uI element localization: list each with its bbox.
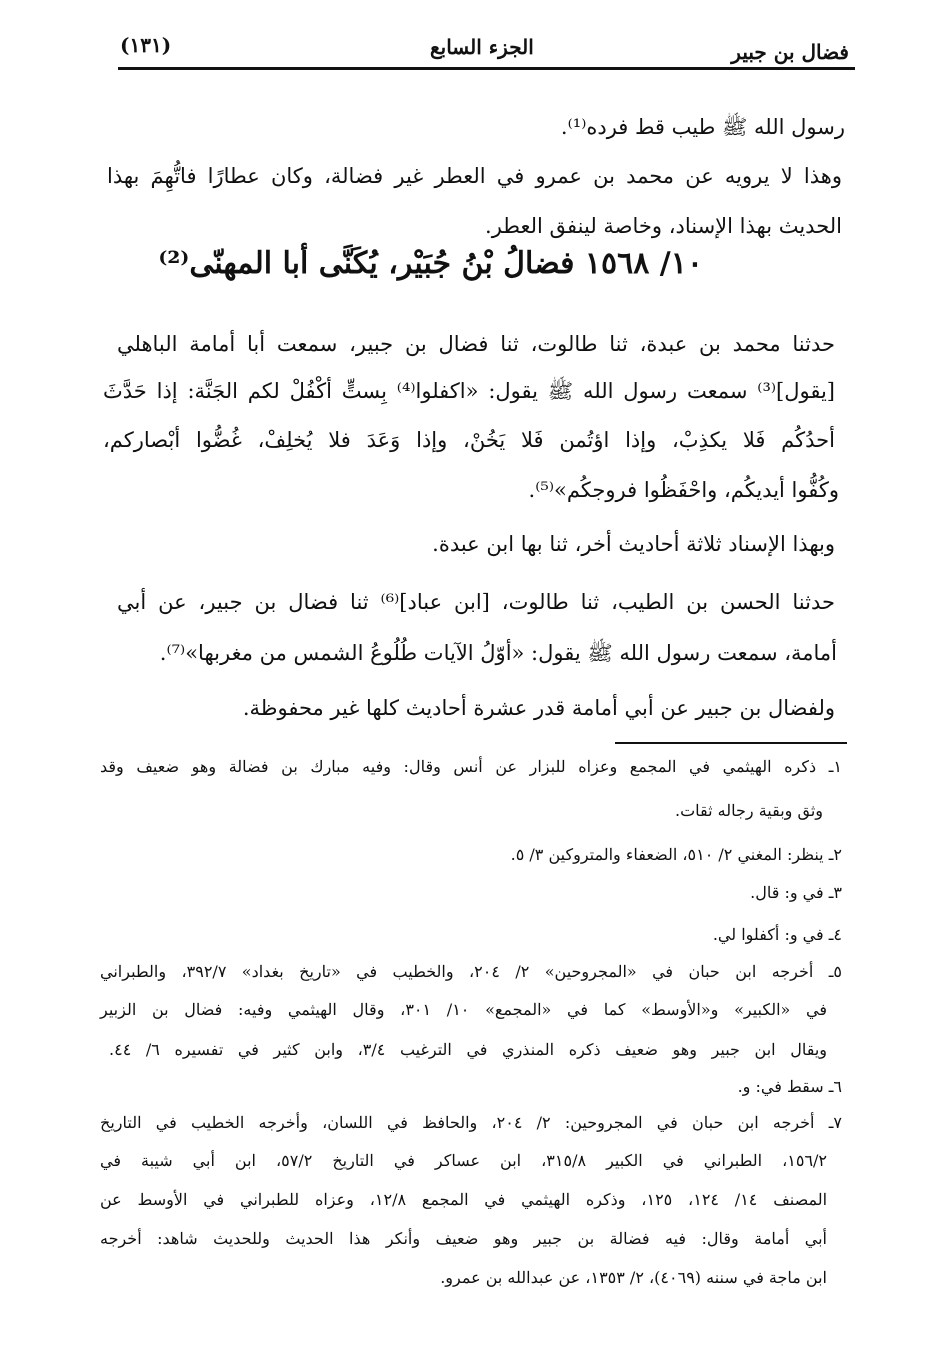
paragraph-2-line-2: الحديث بهذا الإسناد، وخاصة لينفق العطر.	[485, 214, 842, 238]
paragraph-3-line-3: أحدُكُم فَلا يكذِبْ، وإذا اؤتُمن فَلا يَخُنْ، وإذا وَعَدَ فلا يُخلِفْ، غُضُّوا أبْصاركم،	[103, 428, 835, 452]
footnote-7-line-3: المصنف ١٤/ ١٢٤، ١٢٥، وذكره الهيثمي في المجمع ١٢/٨، وعزاه للطبراني في الأوسط عن	[100, 1190, 828, 1209]
footnote-7-line-4: أبي أمامة وقال: فيه فضالة بن جبير وهو ضعيف وأنكر هذا الحديث وللحديث شاهد: أخرجه	[100, 1229, 827, 1248]
paragraph-1-line-1: رسول الله ﷺ طيب قط فرده⁽¹⁾.	[560, 115, 845, 139]
footnote-5-line-3: ويقال ابن جبير وهو ضعيف ذكره المنذري في الترغيب ٣/٤، وابن كثير في تفسيره ٦/ ٤٤.	[109, 1040, 827, 1059]
paragraph-6-line-1: ولفضال بن جبير عن أبي أمامة قدر عشرة أحاديث كلها غير محفوظة.	[242, 696, 835, 720]
footnote-7-line-1: ٧ـ أخرجه ابن حبان في المجروحين: ٢/ ٢٠٤، والحافظ في اللسان، وأخرجه الخطيب في التاريخ	[100, 1113, 842, 1132]
page-number: (١٣١)	[120, 33, 172, 57]
footnote-5-line-1: ٥ـ أخرجه ابن حبان في «المجروحين» ٢/ ٢٠٤، والخطيب في «تاريخ بغداد» ٣٩٢/٧، والطبراني	[100, 962, 843, 981]
paragraph-4-line-1: وبهذا الإسناد ثلاثة أحاديث أخر، ثنا بها ابن عبدة.	[432, 532, 835, 556]
paragraph-3-line-4: وكُفُّوا أيديكُم، واحْفَظُوا فروجكُم»⁽⁵⁾.	[528, 478, 839, 502]
running-head-volume: الجزء السابع	[430, 35, 534, 59]
running-head-author: فضال بن جبير	[731, 40, 849, 64]
paragraph-3-line-2: [يقول]⁽³⁾ سمعت رسول الله ﷺ يقول: «اكفلوا⁽⁴⁾ بِستٍّ أكْفُلْ لكم الجَنَّة: إذا حَدَّثَ	[103, 379, 835, 403]
paragraph-3-line-1: حدثنا محمد بن عبدة، ثنا طالوت، ثنا فضال بن جبير، سمعت أبا أمامة الباهلي	[117, 332, 835, 356]
paragraph-5-line-1: حدثنا الحسن بن الطيب، ثنا طالوت، [ابن عباد]⁽⁶⁾ ثنا فضال بن جبير، عن أبي	[117, 590, 835, 614]
entry-title: ١٠/ ١٥٦٨ فضالُ بْنُ جُبَيْر، يُكَنَّى أبا المهنّى⁽²⁾	[158, 246, 703, 281]
footnote-6: ٦ـ سقط في: و.	[737, 1077, 842, 1096]
footnote-separator	[615, 742, 847, 744]
paragraph-2-line-1: وهذا لا يرويه عن محمد بن عمرو في العطر غير فضالة، وكان عطارًا فاتُّهِمَ بهذا	[107, 164, 842, 188]
footnote-5-line-2: في «الكبير» و«الأوسط» كما في «المجمع» ١٠/ ٣٠١، وقال الهيثمي وفيه: فضال بن الزبير	[100, 1000, 828, 1019]
footnote-7-line-5: ابن ماجة في سننه (٤٠٦٩)، ٢/ ١٣٥٣، عن عبدالله بن عمرو.	[440, 1268, 827, 1287]
footnote-7-line-2: ١٥٦/٢، الطبراني في الكبير ٣١٥/٨، ابن عساكر في التاريخ ٥٧/٢، ابن أبي شيبة في	[100, 1151, 828, 1170]
footnote-3: ٣ـ في و: قال.	[750, 883, 842, 902]
footnote-1-line-1: ١ـ ذكره الهيثمي في المجمع وعزاه للبزار عن أنس وقال: وفيه مبارك بن فضالة وهو ضعيف وقد	[100, 757, 842, 776]
paragraph-5-line-2: أمامة، سمعت رسول الله ﷺ يقول: «أوّلُ الآيات طُلُوعُ الشمس من مغربها»⁽⁷⁾.	[159, 641, 837, 665]
footnote-2: ٢ـ ينظر: المغني ٢/ ٥١٠، الضعفاء والمتروكين ٣/ ٥.	[510, 845, 842, 864]
header-rule	[118, 67, 855, 70]
footnote-4: ٤ـ في و: أكفلوا لي.	[712, 925, 842, 944]
footnote-1-line-2: وثق وبقية رجاله ثقات.	[675, 801, 823, 820]
